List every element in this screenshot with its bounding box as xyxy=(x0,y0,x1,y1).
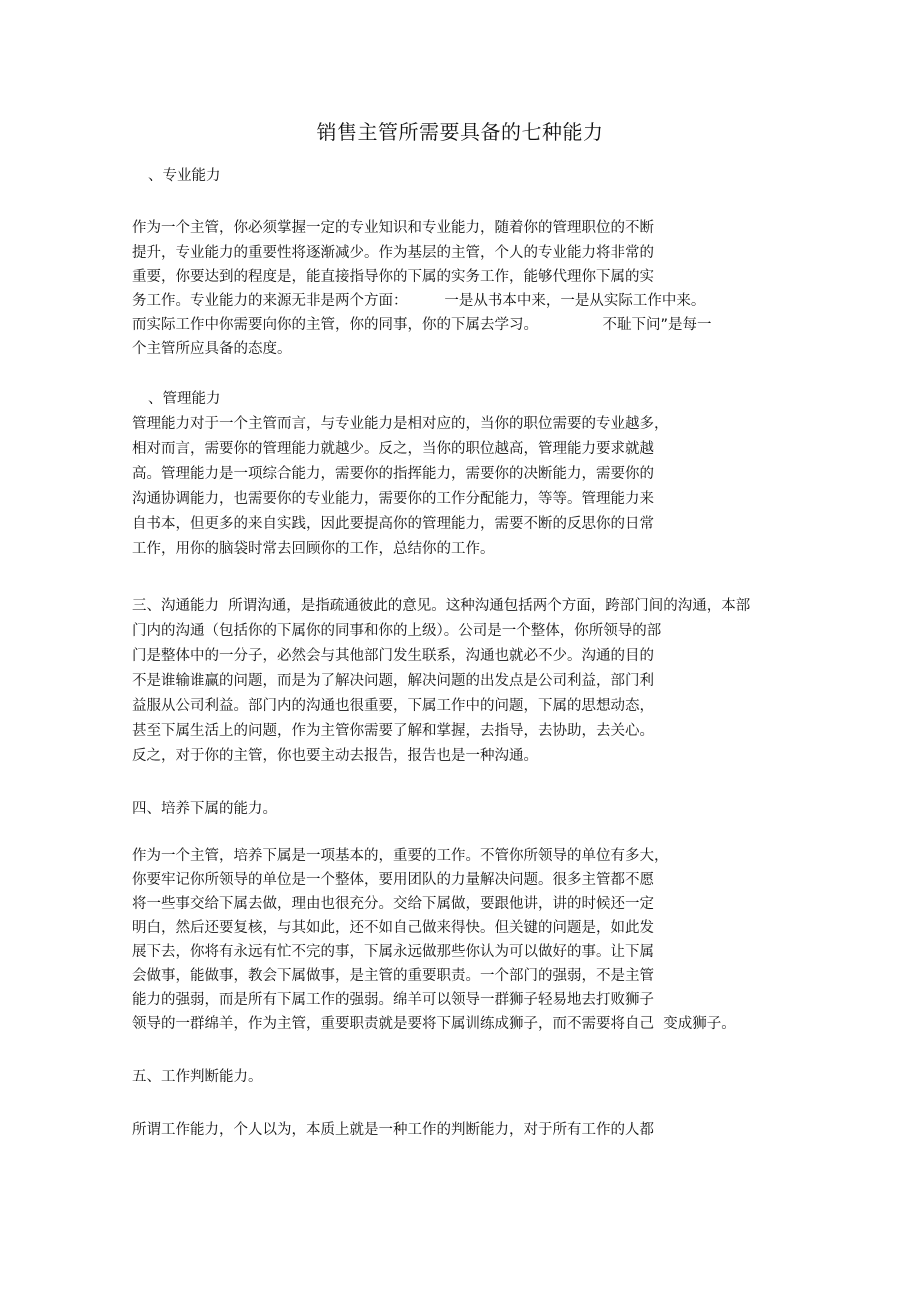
paragraph-line: 务工作。专业能力的来源无非是两个方面： 一是从书本中来，一是从实际工作中来。 xyxy=(132,293,706,309)
paragraph-line: 而实际工作中你需要向你的主管，你的同事，你的下属去学习。 不耻下问”是每一 xyxy=(132,317,712,333)
paragraph-line: 管理能力对于一个主管而言，与专业能力是相对应的，当你的职位需要的专业越多， xyxy=(132,416,669,432)
paragraph-line: 重要，你要达到的程度是，能直接指导你的下属的实务工作，能够代理你下属的实 xyxy=(132,269,654,285)
paragraph-line: 高。管理能力是一项综合能力，需要你的指挥能力，需要你的决断能力，需要你的 xyxy=(132,466,654,482)
section-heading-judgment: 五、工作判断能力。 xyxy=(132,1069,263,1085)
paragraph-line: 展下去，你将有永远有忙不完的事，下属永远做那些你认为可以做好的事。让下属 xyxy=(132,944,654,960)
paragraph-line: 沟通协调能力，也需要你的专业能力，需要你的工作分配能力，等等。管理能力来 xyxy=(132,491,654,507)
paragraph-line-communication-heading: 三、沟通能力 所谓沟通，是指疏通彼此的意见。这种沟通包括两个方面，跨部门间的沟通，本部 xyxy=(132,598,751,614)
paragraph-line: 相对而言，需要你的管理能力就越少。反之，当你的职位越高，管理能力要求就越 xyxy=(132,441,654,457)
paragraph-line: 不是谁输谁赢的问题，而是为了解决问题，解决问题的出发点是公司利益，部门利 xyxy=(132,673,654,689)
document-title: 销售主管所需要具备的七种能力 xyxy=(316,120,604,144)
paragraph-line: 门内的沟通（包括你的下属你的同事和你的上级）。公司是一个整体，你所领导的部 xyxy=(132,623,662,639)
paragraph-line: 能力的强弱，而是所有下属工作的强弱。绵羊可以领导一群狮子轻易地去打败狮子 xyxy=(132,992,654,1008)
section-heading-training: 四、培养下属的能力。 xyxy=(132,801,277,817)
paragraph-line: 提升，专业能力的重要性将逐渐减少。作为基层的主管，个人的专业能力将非常的 xyxy=(132,245,654,261)
paragraph-line: 甚至下属生活上的问题，作为主管你需要了解和掌握，去指导，去协助，去关心。 xyxy=(132,723,654,739)
paragraph-line: 会做事，能做事，教会下属做事，是主管的重要职责。一个部门的强弱，不是主管 xyxy=(132,968,654,984)
paragraph-line: 自书本，但更多的来自实践，因此要提高你的管理能力，需要不断的反思你的日常 xyxy=(132,516,654,532)
paragraph-line: 你要牢记你所领导的单位是一个整体，要用团队的力量解决问题。很多主管都不愿 xyxy=(132,872,654,888)
paragraph-line: 作为一个主管，你必须掌握一定的专业知识和专业能力，随着你的管理职位的不断 xyxy=(132,220,654,236)
paragraph-line: 门是整体中的一分子，必然会与其他部门发生联系，沟通也就必不少。沟通的目的 xyxy=(132,648,654,664)
paragraph-line: 反之，对于你的主管，你也要主动去报告，报告也是一种沟通。 xyxy=(132,748,538,764)
section-heading-professional: 、专业能力 xyxy=(148,168,221,184)
paragraph-line: 益服从公司利益。部门内的沟通也很重要，下属工作中的问题，下属的思想动态， xyxy=(132,698,654,714)
paragraph-line: 作为一个主管，培养下属是一项基本的，重要的工作。不管你所领导的单位有多大， xyxy=(132,848,669,864)
paragraph-line: 将一些事交给下属去做，理由也很充分。交给下属做，要跟他讲，讲的时候还一定 xyxy=(132,896,654,912)
paragraph-line: 领导的一群绵羊，作为主管，重要职责就是要将下属训练成狮子，而不需要将自己 变成狮子。 xyxy=(132,1016,736,1032)
section-heading-management: 、管理能力 xyxy=(148,391,221,407)
paragraph-line: 明白，然后还要复核，与其如此，还不如自己做来得快。但关键的问题是，如此发 xyxy=(132,920,654,936)
paragraph-line: 个主管所应具备的态度。 xyxy=(132,341,292,357)
paragraph-line: 工作，用你的脑袋时常去回顾你的工作，总结你的工作。 xyxy=(132,541,495,557)
paragraph-line: 所谓工作能力，个人以为，本质上就是一种工作的判断能力，对于所有工作的人都 xyxy=(132,1122,654,1138)
